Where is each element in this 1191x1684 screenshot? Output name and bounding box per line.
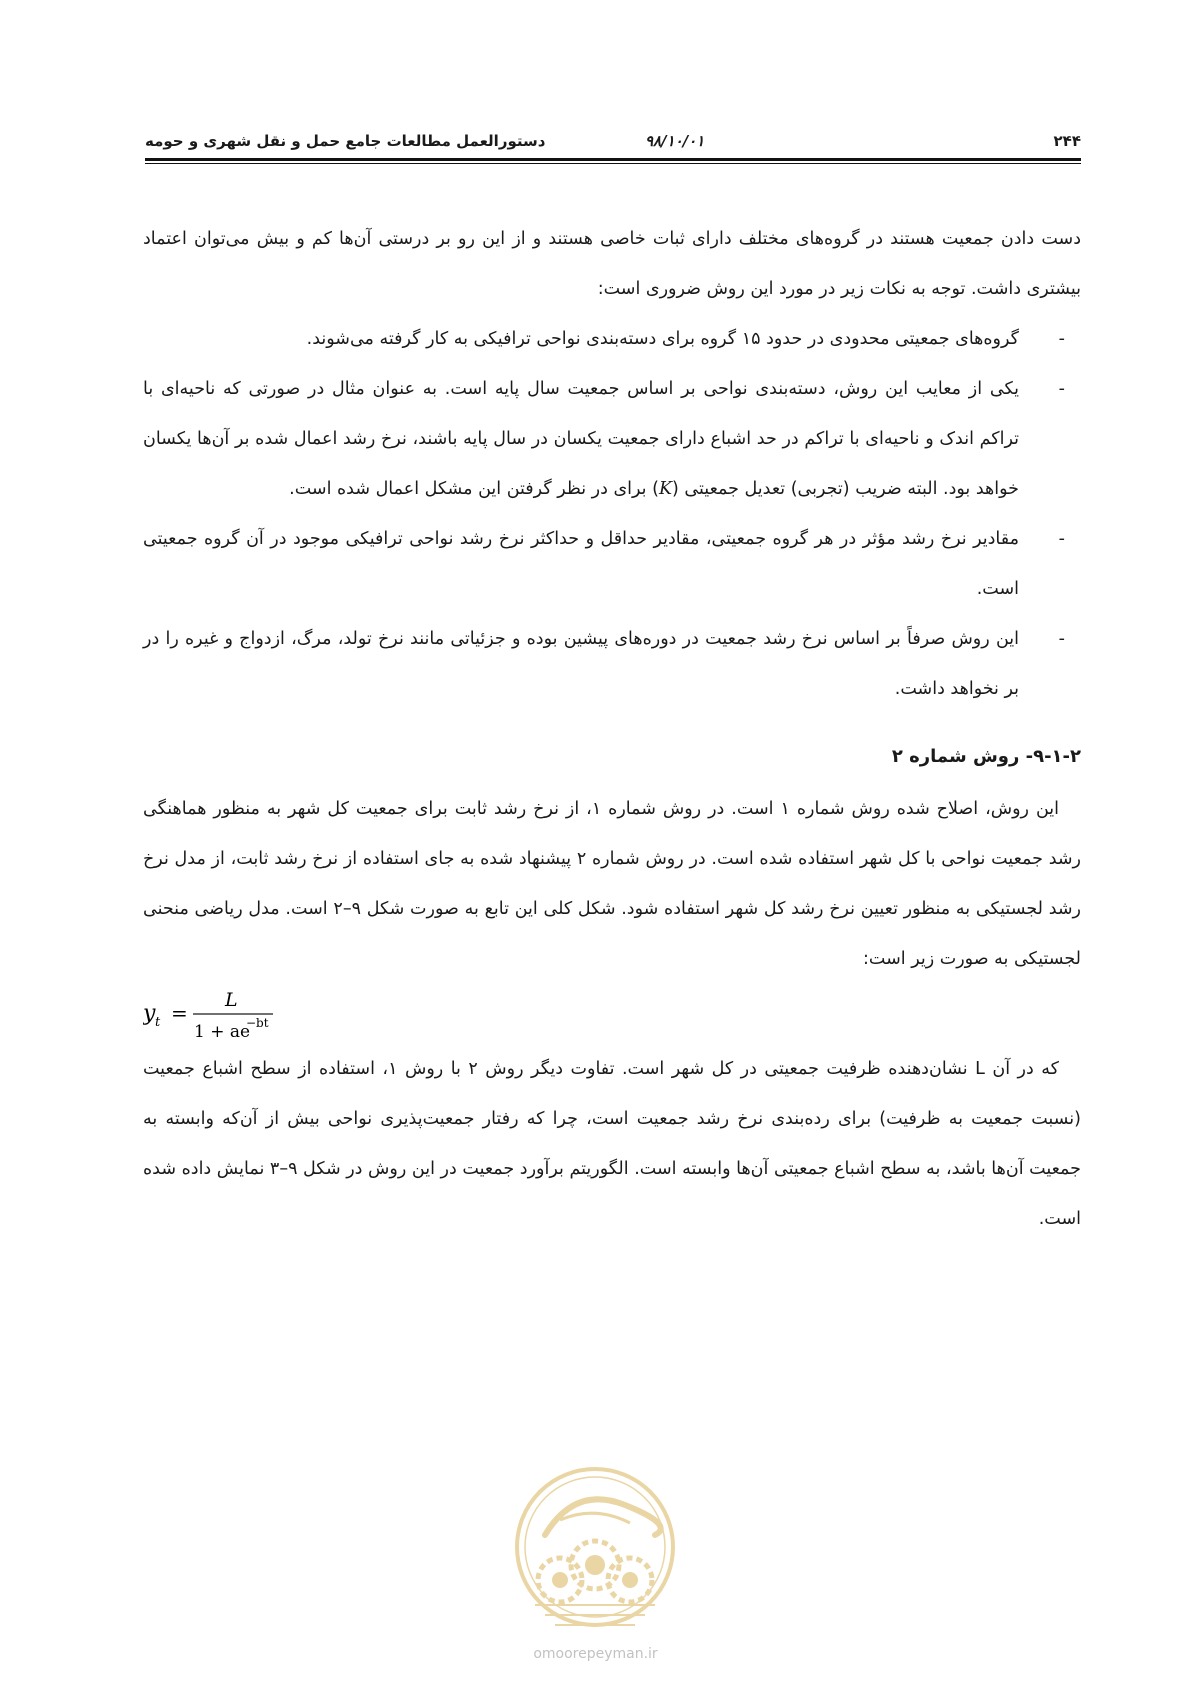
bullet-dash: - — [1058, 629, 1065, 649]
header-title: دستورالعمل مطالعات جامع حمل و نقل شهری و حومه — [145, 132, 546, 150]
formula-svg — [143, 984, 303, 1044]
header-date: ۹۸/۱۰/۰۱ — [645, 132, 705, 150]
bullet-item — [143, 514, 1081, 614]
section-heading: ۹-۱-۲- روش شماره ۲ — [891, 746, 1081, 767]
formula-lhs-subscript: t — [155, 1015, 161, 1030]
formula-numerator: L — [225, 989, 238, 1011]
bullet-text: گروه‌های جمعیتی محدودی در حدود ۱۵ گروه برای دسته‌بندی نواحی ترافیکی به کار گرفته می‌شوند. — [306, 329, 1019, 349]
bullet-dash: - — [1058, 529, 1065, 549]
section-paragraph-1: این روش، اصلاح شده روش شماره ۱ است. در روش شماره ۱، از نرخ رشد ثابت برای جمعیت کل شهر به منظور هماهنگی رشد جمعیت نواحی با کل شهر استفاده شده است. در روش شماره ۲ پیشنهاد شده به جای استفاده از نرخ رشد ثابت، از مدل نرخ رشد لجستیکی به منظور تعیین نرخ رشد کل شهر استفاده شود. شکل کلی این تابع به صورت شکل ۹–۲ است. مدل ریاضی منحنی لجستیکی به صورت زیر است: — [143, 799, 1081, 969]
bullet-item — [143, 314, 1081, 364]
page-number: ۲۴۴ — [1053, 132, 1081, 150]
formula-exponent: −bt — [246, 1016, 269, 1030]
header-rule-thick — [145, 158, 1081, 161]
page-header — [145, 128, 1081, 158]
body-text — [143, 214, 1081, 1244]
bullet-dash: - — [1058, 329, 1065, 349]
bullet-text: این روش صرفاً بر اساس نرخ رشد جمعیت در دوره‌های پیشین بوده و جزئیاتی مانند نرخ تولد، مرگ، ازدواج و غیره را در بر نخواهد داشت. — [143, 629, 1019, 699]
symbol-k: K — [658, 479, 673, 499]
formula-denominator: 1 + ae — [194, 1022, 251, 1042]
logistic-formula — [143, 984, 1081, 1044]
bullet-text-part1: یکی از معایب این روش، دسته‌بندی نواحی بر اساس جمعیت سال پایه است. به عنوان مثال در صورتی که ناحیه‌ای با تراکم اندک و ناحیه‌ای با تراکم در حد اشباع دارای جمعیت یکسان در سال پایه باشند، نرخ رشد اعمال شده بر آن‌ها یکسان خواهد بود. البته ضریب (تجربی) تعدیل جمعیتی ( — [143, 379, 1019, 499]
bullet-item — [143, 364, 1081, 514]
header-rule-thin — [145, 163, 1081, 164]
watermark-logo-icon — [505, 1465, 685, 1635]
bullet-text: مقادیر نرخ رشد مؤثر در هر گروه جمعیتی، مقادیر حداقل و حداکثر نرخ رشد نواحی ترافیکی موجود در آن گروه جمعیتی است. — [143, 529, 1019, 599]
bullet-dash: - — [1058, 379, 1065, 399]
formula-lhs: y — [143, 1001, 156, 1026]
watermark-site: omoorepeyman.ir — [533, 1646, 658, 1662]
bullet-item — [143, 614, 1081, 714]
section-paragraph-2: که در آن L نشان‌دهنده ظرفیت جمعیتی در کل شهر است. تفاوت دیگر روش ۲ با روش ۱، استفاده از سطح اشباع جمعیت (نسبت جمعیت به ظرفیت) برای رده‌بندی نرخ رشد جمعیت است، چرا که رفتار جمعیت‌پذیری نواحی بیش از آن‌که وابسته به جمعیت آن‌ها باشد، به سطح اشباع جمعیتی آن‌ها وابسته است. الگوریتم برآورد جمعیت در این روش در شکل ۹–۳ نمایش داده شده است. — [143, 1059, 1081, 1229]
formula-equals: = — [171, 1001, 188, 1025]
intro-paragraph: دست دادن جمعیت هستند در گروه‌های مختلف دارای ثبات خاصی هستند و از این رو بر درستی آن‌ها کم و بیش می‌توان اعتماد بیشتری داشت. توجه به نکات زیر در مورد این روش ضروری است: — [143, 229, 1081, 299]
bullet-list — [143, 314, 1081, 714]
bullet-text-part2: ) برای در نظر گرفتن این مشکل اعمال شده است. — [289, 479, 659, 499]
